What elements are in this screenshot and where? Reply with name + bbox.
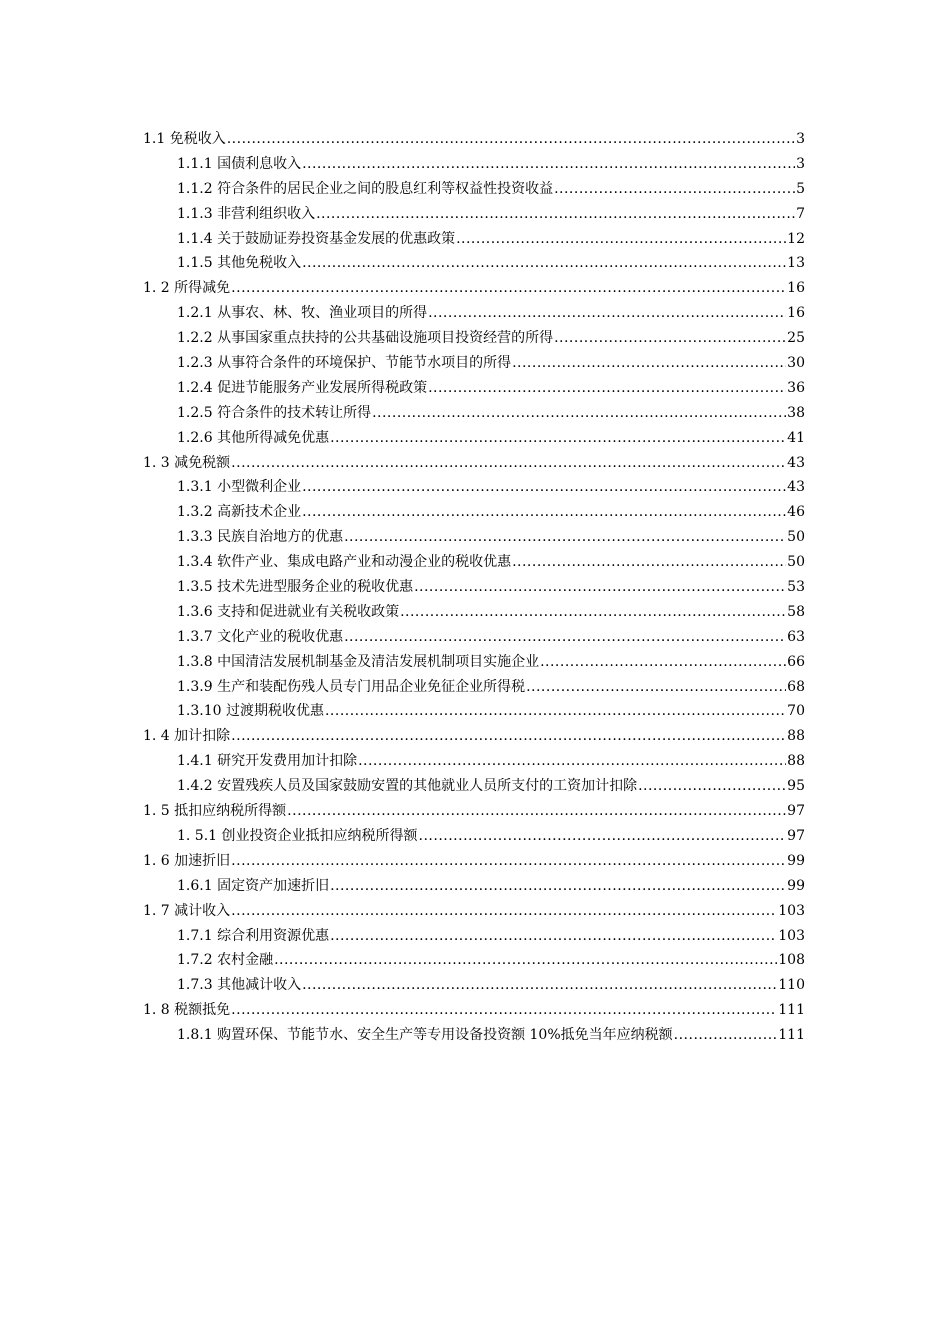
toc-subsection-entry[interactable]: [177, 575, 805, 600]
toc-dot-leader: [302, 251, 786, 276]
toc-entry-title: 1.3.10 过渡期税收优惠: [177, 703, 324, 720]
toc-subsection-entry[interactable]: [177, 500, 805, 525]
toc-subsection-entry[interactable]: [177, 924, 805, 949]
toc-dot-leader: [554, 326, 786, 351]
toc-subsection-entry[interactable]: [177, 426, 805, 451]
toc-dot-leader: [344, 625, 786, 650]
toc-dot-leader: [674, 1023, 778, 1048]
toc-dot-leader: [456, 227, 786, 252]
toc-entry-title: 1.2.4 促进节能服务产业发展所得税政策: [177, 379, 428, 396]
toc-subsection-entry[interactable]: [177, 475, 805, 500]
toc-dot-leader: [227, 127, 795, 152]
toc-entry-title: 1.7.2 农村金融: [177, 952, 274, 969]
toc-entry-title: 1.3.3 民族自治地方的优惠: [177, 529, 344, 546]
toc-dot-leader: [231, 849, 786, 874]
toc-entry-title: 1.3.5 技术先进型服务企业的税收优惠: [177, 579, 414, 596]
toc-page-number: 110: [778, 977, 805, 994]
toc-page-number: 97: [787, 803, 805, 820]
toc-page-number: 58: [787, 603, 805, 620]
toc-page-number: 30: [787, 355, 805, 372]
toc-page-number: 97: [787, 827, 805, 844]
toc-page-number: 46: [787, 504, 805, 521]
toc-page-number: 95: [787, 778, 805, 795]
toc-entry-title: 1.1.5 其他免税收入: [177, 255, 302, 272]
toc-dot-leader: [231, 724, 786, 749]
toc-entry-title: 1.3.6 支持和促进就业有关税收政策: [177, 603, 400, 620]
toc-subsection-entry[interactable]: [177, 401, 805, 426]
toc-dot-leader: [372, 401, 786, 426]
toc-subsection-entry[interactable]: [177, 202, 805, 227]
toc-page-number: 111: [778, 1002, 805, 1019]
toc-page-number: 43: [787, 479, 805, 496]
toc-page-number: 66: [787, 653, 805, 670]
toc-dot-leader: [540, 650, 786, 675]
toc-entry-title: 1.4.1 研究开发费用加计扣除: [177, 753, 358, 770]
toc-subsection-entry[interactable]: [177, 774, 805, 799]
toc-dot-leader: [428, 301, 786, 326]
toc-section-entry[interactable]: [143, 849, 805, 874]
toc-dot-leader: [302, 973, 777, 998]
toc-entry-title: 1.4.2 安置残疾人员及国家鼓励安置的其他就业人员所支付的工资加计扣除: [177, 778, 638, 795]
toc-section-entry[interactable]: [143, 724, 805, 749]
toc-dot-leader: [302, 152, 795, 177]
toc-subsection-entry[interactable]: [177, 351, 805, 376]
toc-section-entry[interactable]: [143, 451, 805, 476]
toc-section-entry[interactable]: [143, 127, 805, 152]
toc-dot-leader: [302, 475, 786, 500]
toc-page-number: 25: [787, 330, 805, 347]
toc-dot-leader: [428, 376, 786, 401]
toc-entry-title: 1.1.4 关于鼓励证券投资基金发展的优惠政策: [177, 230, 456, 247]
toc-entry-title: 1.7.1 综合利用资源优惠: [177, 927, 330, 944]
toc-entry-title: 1.3.4 软件产业、集成电路产业和动漫企业的税收优惠: [177, 554, 512, 571]
toc-entry-title: 1. 7 减计收入: [143, 902, 231, 919]
toc-dot-leader: [554, 177, 795, 202]
toc-entry-title: 1.8.1 购置环保、节能节水、安全生产等专用设备投资额 10%抵免当年应纳税额: [177, 1027, 673, 1044]
toc-entry-title: 1.3.7 文化产业的税收优惠: [177, 628, 344, 645]
toc-dot-leader: [325, 699, 786, 724]
toc-subsection-entry[interactable]: [177, 625, 805, 650]
toc-subsection-entry[interactable]: [177, 376, 805, 401]
toc-entry-title: 1. 3 减免税额: [143, 454, 231, 471]
toc-dot-leader: [316, 202, 795, 227]
toc-subsection-entry[interactable]: [177, 301, 805, 326]
toc-entry-title: 1. 5 抵扣应纳税所得额: [143, 803, 287, 820]
toc-entry-title: 1. 8 税额抵免: [143, 1002, 231, 1019]
toc-page-number: 3: [796, 155, 805, 172]
toc-page-number: 99: [787, 852, 805, 869]
toc-dot-leader: [231, 451, 786, 476]
toc-subsection-entry[interactable]: [177, 650, 805, 675]
toc-subsection-entry[interactable]: [177, 525, 805, 550]
toc-dot-leader: [419, 824, 787, 849]
toc-page-number: 108: [778, 952, 805, 969]
toc-page-number: 3: [796, 131, 805, 147]
toc-dot-leader: [344, 525, 786, 550]
toc-entry-title: 1.3.2 高新技术企业: [177, 504, 302, 521]
toc-subsection-entry[interactable]: [177, 152, 805, 177]
toc-entry-title: 1.2.2 从事国家重点扶持的公共基础设施项目投资经营的所得: [177, 330, 554, 347]
toc-page-number: 7: [796, 205, 805, 222]
toc-page-number: 50: [787, 529, 805, 546]
toc-dot-leader: [512, 550, 786, 575]
toc-entry-title: 1. 2 所得减免: [143, 280, 231, 297]
toc-dot-leader: [302, 500, 786, 525]
toc-entry-title: 1.2.1 从事农、林、牧、渔业项目的所得: [177, 305, 428, 322]
toc-page-number: 63: [787, 628, 805, 645]
toc-subsection-entry[interactable]: [177, 227, 805, 252]
toc-page-number: 41: [787, 429, 805, 446]
toc-dot-leader: [231, 276, 786, 301]
toc-page-number: 43: [787, 454, 805, 471]
toc-entry-title: 1. 4 加计扣除: [143, 728, 231, 745]
toc-dot-leader: [400, 600, 786, 625]
toc-page-number: 38: [787, 404, 805, 421]
toc-entry-title: 1.2.6 其他所得减免优惠: [177, 429, 330, 446]
toc-entry-title: 1.6.1 固定资产加速折旧: [177, 877, 330, 894]
toc-subsection-entry[interactable]: [177, 600, 805, 625]
toc-section-entry[interactable]: [143, 899, 805, 924]
toc-page-number: 13: [787, 255, 805, 272]
toc-dot-leader: [526, 675, 786, 700]
toc-subsection-entry[interactable]: [177, 251, 805, 276]
toc-entry-title: 1.2.5 符合条件的技术转让所得: [177, 404, 372, 421]
toc-page-number: 5: [796, 180, 805, 197]
toc-page-number: 111: [778, 1027, 805, 1044]
toc-entry-title: 1.1.2 符合条件的居民企业之间的股息红利等权益性投资收益: [177, 180, 554, 197]
toc-entry-title: 1. 6 加速折旧: [143, 852, 231, 869]
toc-page-number: 70: [787, 703, 805, 720]
toc-entry-title: 1.3.1 小型微利企业: [177, 479, 302, 496]
toc-subsection-entry[interactable]: [177, 973, 805, 998]
toc-subsection-entry[interactable]: [177, 948, 805, 973]
toc-page-number: 88: [787, 753, 805, 770]
toc-subsection-entry[interactable]: [177, 874, 805, 899]
toc-dot-leader: [231, 899, 777, 924]
toc-dot-leader: [358, 749, 786, 774]
toc-entry-title: 1.2.3 从事符合条件的环境保护、节能节水项目的所得: [177, 355, 512, 372]
toc-page-number: 68: [787, 678, 805, 695]
toc-page-number: 88: [787, 728, 805, 745]
toc-entry-title: 1. 5.1 创业投资企业抵扣应纳税所得额: [177, 827, 418, 844]
toc-entry-title: 1.3.9 生产和装配伤残人员专门用品企业免征企业所得税: [177, 678, 526, 695]
toc-subsection-entry[interactable]: [177, 550, 805, 575]
toc-page-number: 16: [787, 280, 805, 297]
table-of-contents: [0, 127, 950, 1048]
toc-entry-title: 1.1.3 非营利组织收入: [177, 205, 316, 222]
toc-entry-title: 1.1 免税收入: [143, 131, 226, 147]
toc-page-number: 103: [778, 927, 805, 944]
toc-page-number: 103: [778, 902, 805, 919]
toc-entry-title: 1.3.8 中国清洁发展机制基金及清洁发展机制项目实施企业: [177, 653, 540, 670]
toc-dot-leader: [330, 924, 777, 949]
toc-dot-leader: [231, 998, 777, 1023]
toc-subsection-entry[interactable]: [177, 1023, 805, 1048]
toc-page-number: 99: [787, 877, 805, 894]
toc-section-entry[interactable]: [143, 998, 805, 1023]
toc-dot-leader: [638, 774, 786, 799]
toc-section-entry[interactable]: [143, 276, 805, 301]
toc-subsection-entry[interactable]: [177, 675, 805, 700]
toc-dot-leader: [287, 799, 786, 824]
toc-page-number: 50: [787, 554, 805, 571]
toc-dot-leader: [330, 874, 786, 899]
toc-subsection-entry[interactable]: [177, 824, 805, 849]
toc-subsection-entry[interactable]: [177, 699, 805, 724]
toc-entry-title: 1.1.1 国债利息收入: [177, 155, 302, 172]
toc-subsection-entry[interactable]: [177, 326, 805, 351]
toc-subsection-entry[interactable]: [177, 177, 805, 202]
toc-section-entry[interactable]: [143, 799, 805, 824]
toc-page-number: 53: [787, 579, 805, 596]
toc-page-number: 36: [787, 379, 805, 396]
toc-dot-leader: [512, 351, 786, 376]
toc-page-number: 16: [787, 305, 805, 322]
toc-dot-leader: [330, 426, 786, 451]
toc-dot-leader: [274, 948, 777, 973]
toc-page-number: 12: [787, 230, 805, 247]
toc-dot-leader: [414, 575, 786, 600]
toc-subsection-entry[interactable]: [177, 749, 805, 774]
toc-entry-title: 1.7.3 其他减计收入: [177, 977, 302, 994]
